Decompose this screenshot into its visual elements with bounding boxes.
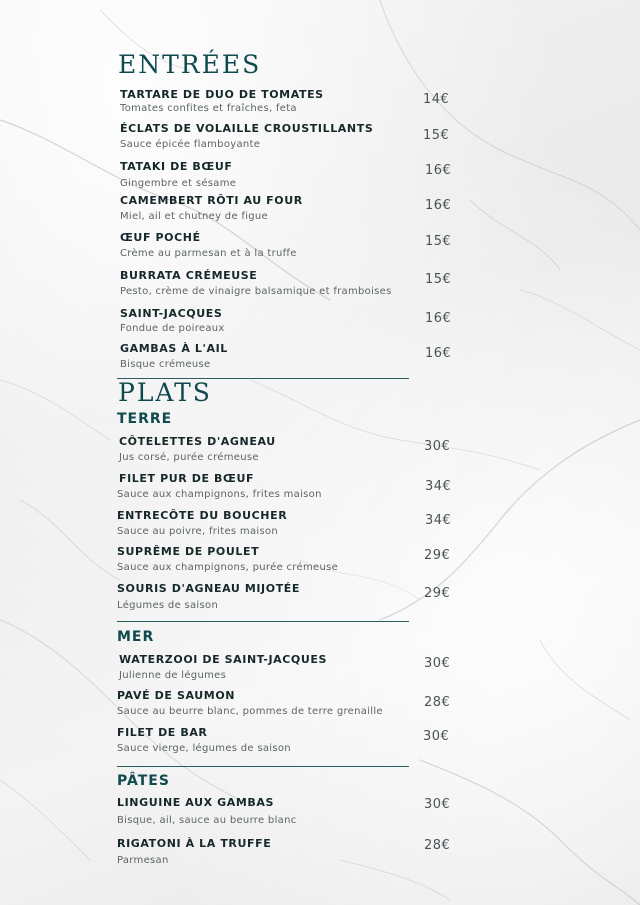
item-name: ÉCLATS DE VOLAILLE CROUSTILLANTS — [120, 122, 374, 135]
item-price: 29€ — [424, 586, 451, 601]
item-name: CAMEMBERT RÔTI AU FOUR — [120, 194, 303, 207]
item-description: Sauce aux champignons, purée crémeuse — [117, 562, 339, 573]
item-price: 28€ — [424, 838, 451, 853]
item-description: Fondue de poireaux — [120, 323, 225, 334]
subsection-title-pates: PÂTES — [117, 773, 170, 789]
item-price: 16€ — [425, 311, 452, 326]
item-name: GAMBAS À L'AIL — [120, 342, 228, 355]
item-price: 30€ — [423, 729, 450, 744]
item-name: RIGATONI À LA TRUFFE — [117, 837, 272, 850]
item-description: Tomates confites et fraîches, feta — [120, 103, 297, 114]
item-price: 34€ — [425, 513, 452, 528]
item-price: 30€ — [424, 439, 451, 454]
item-description: Légumes de saison — [117, 600, 219, 611]
item-description: Bisque crémeuse — [120, 359, 211, 370]
section-divider — [117, 766, 409, 767]
item-name: TATAKI DE BŒUF — [120, 160, 233, 173]
item-name: BURRATA CRÉMEUSE — [120, 269, 258, 282]
item-name: PAVÉ DE SAUMON — [117, 689, 236, 702]
item-description: Parmesan — [117, 855, 169, 866]
subsection-title-terre: TERRE — [117, 411, 173, 427]
item-name: SAINT-JACQUES — [120, 307, 223, 320]
item-price: 30€ — [424, 797, 451, 812]
item-description: Bisque, ail, sauce au beurre blanc — [117, 815, 297, 826]
item-price: 30€ — [424, 656, 451, 671]
item-name: ŒUF POCHÉ — [120, 231, 201, 244]
item-description: Jus corsé, purée crémeuse — [119, 452, 259, 463]
item-name: CÔTELETTES D'AGNEAU — [119, 435, 276, 448]
item-price: 15€ — [425, 234, 452, 249]
section-divider — [117, 621, 409, 622]
item-description: Pesto, crème de vinaigre balsamique et framboises — [120, 286, 392, 297]
item-name: LINGUINE AUX GAMBAS — [117, 796, 275, 809]
item-name: SUPRÊME DE POULET — [117, 545, 260, 558]
item-price: 28€ — [424, 695, 451, 710]
item-name: ENTRECÔTE DU BOUCHER — [117, 509, 288, 522]
item-description: Sauce au beurre blanc, pommes de terre grenaille — [117, 706, 383, 717]
item-description: Sauce aux champignons, frites maison — [117, 489, 322, 500]
item-description: Sauce vierge, légumes de saison — [117, 743, 291, 754]
item-name: TARTARE DE DUO DE TOMATES — [120, 88, 324, 101]
item-price: 15€ — [425, 272, 452, 287]
section-title-plats: PLATS — [118, 378, 212, 407]
item-description: Sauce épicée flamboyante — [120, 139, 261, 150]
item-name: FILET DE BAR — [117, 726, 208, 739]
item-price: 14€ — [423, 92, 450, 107]
item-description: Julienne de légumes — [119, 670, 227, 681]
item-price: 34€ — [425, 479, 452, 494]
section-title-entrees: ENTRÉES — [118, 50, 262, 79]
item-price: 16€ — [425, 346, 452, 361]
subsection-title-mer: MER — [117, 629, 155, 645]
item-price: 15€ — [423, 128, 450, 143]
item-description: Miel, ail et chutney de figue — [120, 211, 269, 222]
item-price: 29€ — [424, 548, 451, 563]
item-price: 16€ — [425, 198, 452, 213]
item-name: FILET PUR DE BŒUF — [119, 472, 255, 485]
item-description: Crème au parmesan et à la truffe — [120, 248, 297, 259]
item-name: WATERZOOI DE SAINT-JACQUES — [119, 653, 328, 666]
item-description: Sauce au poivre, frites maison — [117, 526, 279, 537]
item-name: SOURIS D'AGNEAU MIJOTÉE — [117, 582, 301, 595]
item-description: Gingembre et sésame — [120, 178, 237, 189]
item-price: 16€ — [425, 163, 452, 178]
